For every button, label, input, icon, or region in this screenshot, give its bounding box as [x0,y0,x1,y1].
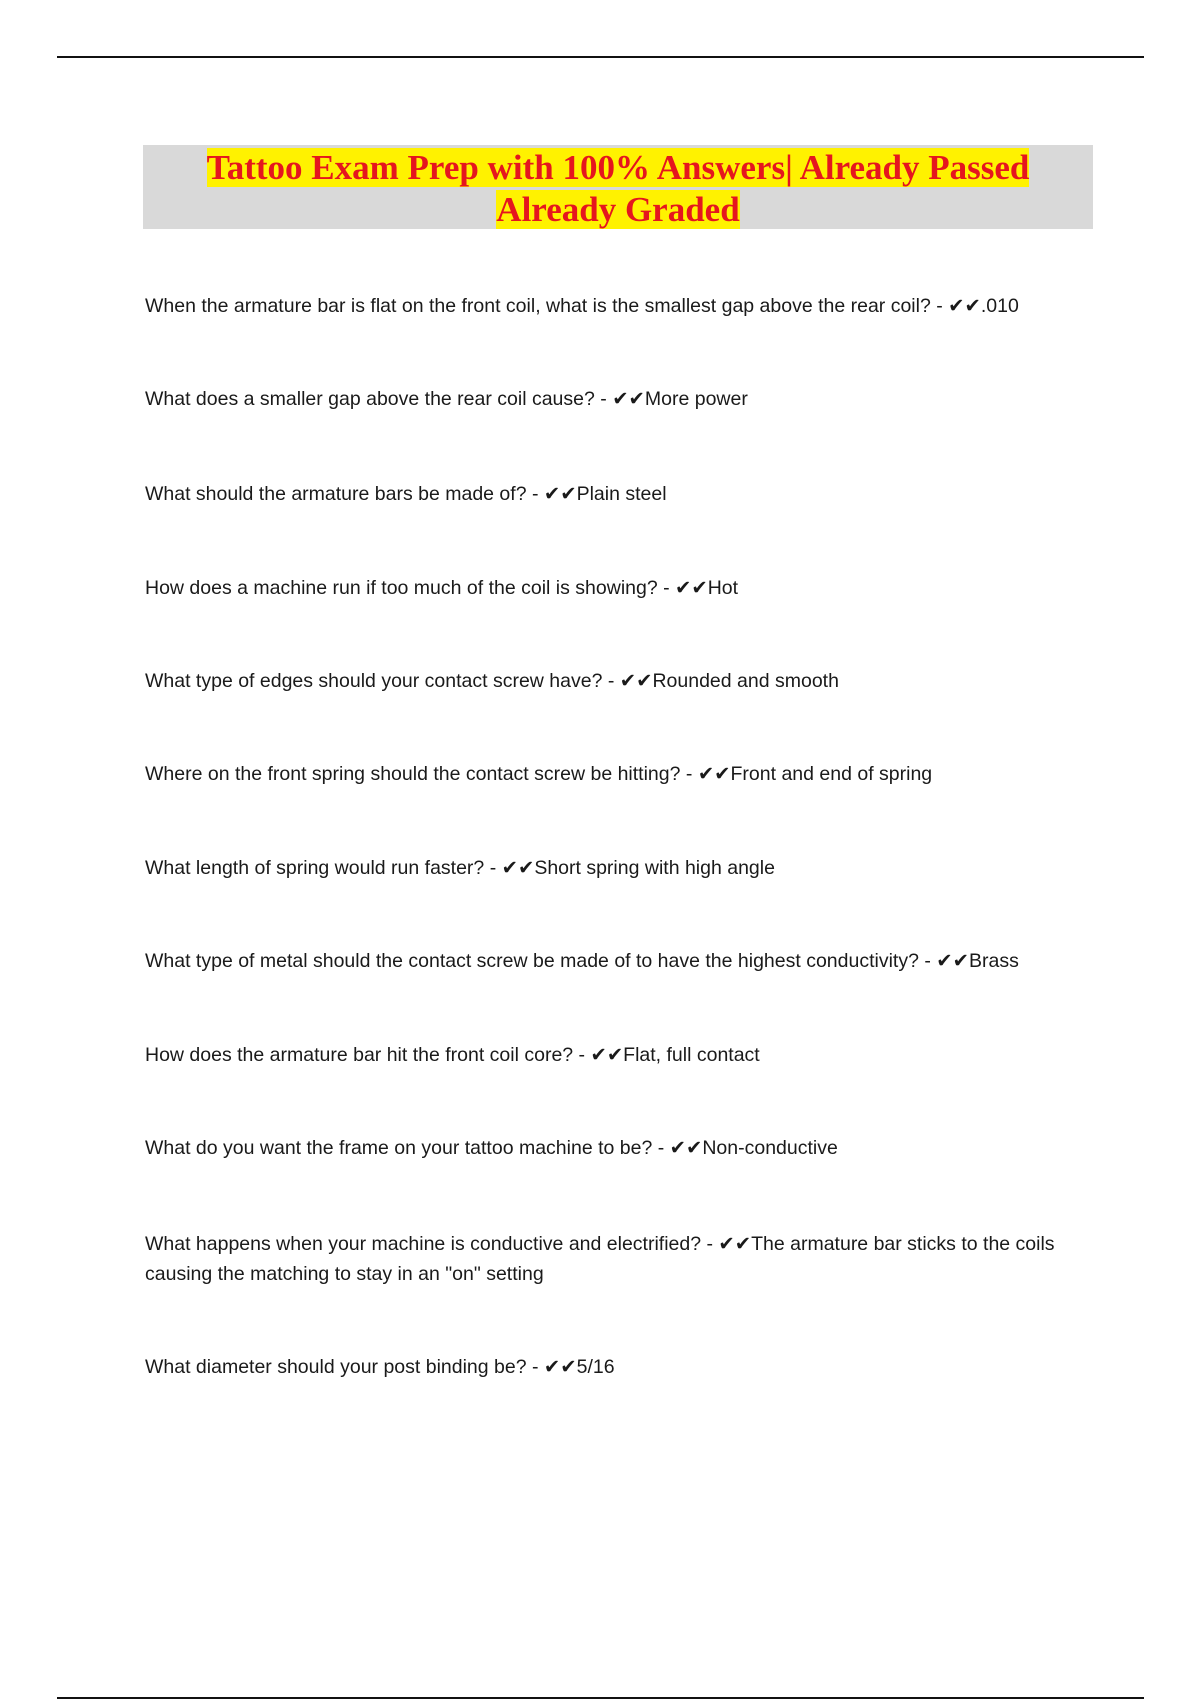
answer-text: Plain steel [576,483,667,505]
question-text: What does a smaller gap above the rear coil cause? [145,388,595,410]
qa-item [145,384,1085,414]
separator: - [484,857,502,879]
answer-text: Brass [968,950,1019,972]
question-text: What length of spring would run faster? [145,857,485,879]
answer-text: Flat, full contact [623,1044,760,1066]
double-check-icon: ✔✔ [948,295,981,317]
answer-text: More power [644,388,748,410]
title-line-2: Already Graded [496,190,740,229]
double-check-icon: ✔✔ [543,1356,577,1378]
title-line-1: Tattoo Exam Prep with 100% Answers| Already Passed [206,148,1030,187]
double-check-icon: ✔✔ [936,950,969,972]
question-text: What type of edges should your contact screw have? [145,670,603,692]
separator: - [680,763,698,785]
answer-text: The armature bar sticks to the coils causing the matching to stay in an "on" setting [145,1233,1055,1285]
question-text: How does a machine run if too much of the coil is showing? [145,577,658,599]
qa-item [145,1352,1085,1382]
answer-text: Non-conductive [702,1137,838,1159]
qa-item [145,1133,1085,1163]
question-text: When the armature bar is flat on the front coil, what is the smallest gap above the rear coil? [145,295,931,317]
answer-text: Front and end of spring [730,763,933,785]
separator: - [657,577,676,599]
answer-text: Short spring with high angle [534,857,775,879]
question-text: What should the armature bars be made of? [145,483,527,505]
qa-item [145,479,1085,509]
separator: - [526,1356,544,1378]
separator: - [526,483,544,505]
qa-item [145,853,1085,883]
question-text: What type of metal should the contact screw be made of to have the highest conductivity? [145,950,919,972]
double-check-icon: ✔✔ [619,670,653,692]
separator: - [930,295,949,317]
question-text: What do you want the frame on your tattoo machine to be? [145,1137,653,1159]
top-rule [57,56,1144,58]
answer-text: Rounded and smooth [652,670,839,692]
double-check-icon: ✔✔ [675,577,708,599]
separator: - [652,1137,670,1159]
bottom-rule [57,1697,1144,1699]
double-check-icon: ✔✔ [612,388,645,410]
separator: - [918,950,937,972]
separator: - [602,670,620,692]
question-text: What diameter should your post binding be? [145,1356,527,1378]
document-title [143,145,1093,231]
qa-item [145,573,1085,603]
answer-text: 5/16 [576,1356,615,1378]
double-check-icon: ✔✔ [718,1233,752,1255]
double-check-icon: ✔✔ [697,763,731,785]
qa-item [145,666,1085,696]
question-text: How does the armature bar hit the front coil core? [145,1044,574,1066]
answer-text: Hot [707,577,739,599]
question-text: Where on the front spring should the contact screw be hitting? [145,763,681,785]
question-text: What happens when your machine is conductive and electrified? [145,1233,702,1255]
double-check-icon: ✔✔ [669,1137,703,1159]
separator: - [701,1233,719,1255]
separator: - [594,388,613,410]
qa-item [145,759,1085,789]
title-band [143,145,1093,229]
qa-item [145,1040,1085,1070]
qa-item [145,291,1085,321]
answer-text: .010 [980,295,1019,317]
double-check-icon: ✔✔ [543,483,577,505]
double-check-icon: ✔✔ [501,857,535,879]
qa-item [145,1229,1085,1289]
separator: - [573,1044,591,1066]
double-check-icon: ✔✔ [590,1044,624,1066]
qa-item [145,946,1085,976]
